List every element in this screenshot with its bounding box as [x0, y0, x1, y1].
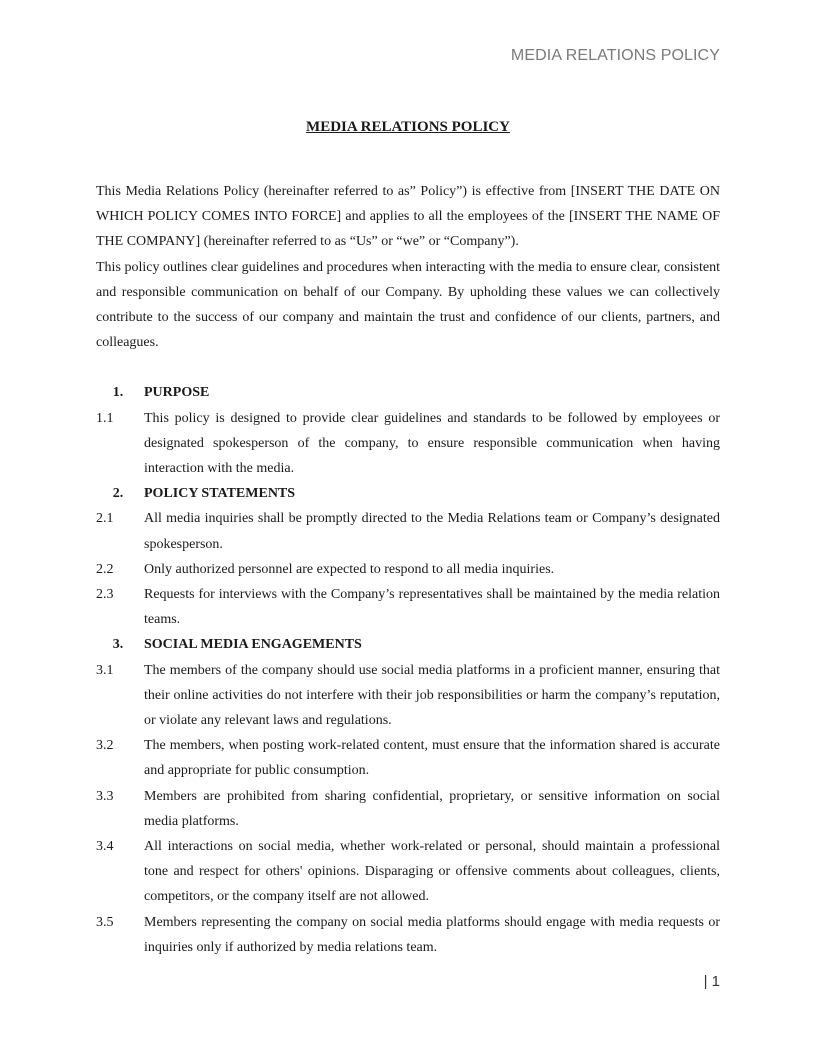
clause-number: 2.3 — [96, 587, 114, 603]
clause-number: 3.4 — [96, 839, 114, 855]
section-title: SOCIAL MEDIA ENGAGEMENTS — [144, 637, 362, 653]
clause-text: Members are prohibited from sharing confidential, proprietary, or sensitive information on social media platforms. — [144, 788, 720, 829]
clause-text: All media inquiries shall be promptly directed to the Media Relations team or Company’s designated spokesperson. — [144, 511, 720, 552]
section-number: 2. — [112, 486, 124, 502]
clause — [96, 557, 720, 582]
clause — [96, 506, 720, 556]
clause — [96, 406, 720, 482]
clause-text: The members, when posting work-related content, must ensure that the information shared is accurate and appropriate for public consumption. — [144, 738, 720, 779]
clause — [96, 733, 720, 783]
clause-text: This policy is designed to provide clear guidelines and standards to be followed by employees or designated spokesperson of the company, to ensure responsible communication when having interaction with the media. — [144, 410, 720, 477]
clause-number: 3.3 — [96, 788, 114, 804]
running-header: MEDIA RELATIONS POLICY — [510, 47, 720, 64]
clause-text: Only authorized personnel are expected to respond to all media inquiries. — [144, 561, 555, 577]
clause-text: All interactions on social media, whether work-related or personal, should maintain a professional tone and respect for others' opinions. Disparaging or offensive comments about colleagues, clients, competitors, or the company itself are not allowed. — [144, 839, 720, 905]
clause — [96, 658, 720, 734]
clause — [96, 784, 720, 834]
page-number: | 1 — [703, 973, 720, 990]
clause-number: 1.1 — [96, 410, 114, 426]
section-number: 3. — [112, 637, 124, 653]
clause — [96, 910, 720, 960]
section-heading-social-media — [96, 632, 720, 657]
section-heading-purpose — [96, 380, 720, 405]
section-heading-policy-statements — [96, 481, 720, 506]
section-title: POLICY STATEMENTS — [144, 486, 296, 502]
clause-number: 2.1 — [96, 511, 114, 527]
clause-number: 3.5 — [96, 914, 114, 930]
clause-text: The members of the company should use social media platforms in a proficient manner, ensuring that their online activities do not interfere with their job responsibilities or harm the company’s reputation, or violate any relevant laws and regulations. — [144, 662, 720, 729]
clause-number: 2.2 — [96, 561, 114, 577]
intro-paragraph: This Media Relations Policy (hereinafter referred to as” Policy”) is effective from [INSERT THE DATE ON WHICH POLICY COMES INTO FORCE] and applies to all the employees of the [INSERT THE NAME OF THE COMPANY] (hereinafter referred to as “Us” or “we” or “Company”). — [96, 184, 720, 250]
section-title: PURPOSE — [144, 385, 210, 401]
clause-text: Members representing the company on social media platforms should engage with media requests or inquiries only if authorized by media relations team. — [144, 914, 720, 955]
clause-number: 3.2 — [96, 738, 114, 754]
clause — [96, 582, 720, 632]
document-title: MEDIA RELATIONS POLICY — [306, 119, 510, 135]
intro-paragraph: This policy outlines clear guidelines and procedures when interacting with the media to ensure clear, consistent and responsible communication on behalf of our Company. By upholding these values we can collectively contribute to the success of our company and maintain the trust and confidence of our clients, partners, and colleagues. — [96, 259, 720, 351]
document-body — [96, 117, 720, 960]
clause — [96, 834, 720, 910]
clause-text: Requests for interviews with the Company’s representatives shall be maintained by the media relation teams. — [144, 587, 720, 628]
section-number: 1. — [112, 385, 124, 401]
spacer — [96, 355, 720, 380]
clause-number: 3.1 — [96, 662, 114, 678]
